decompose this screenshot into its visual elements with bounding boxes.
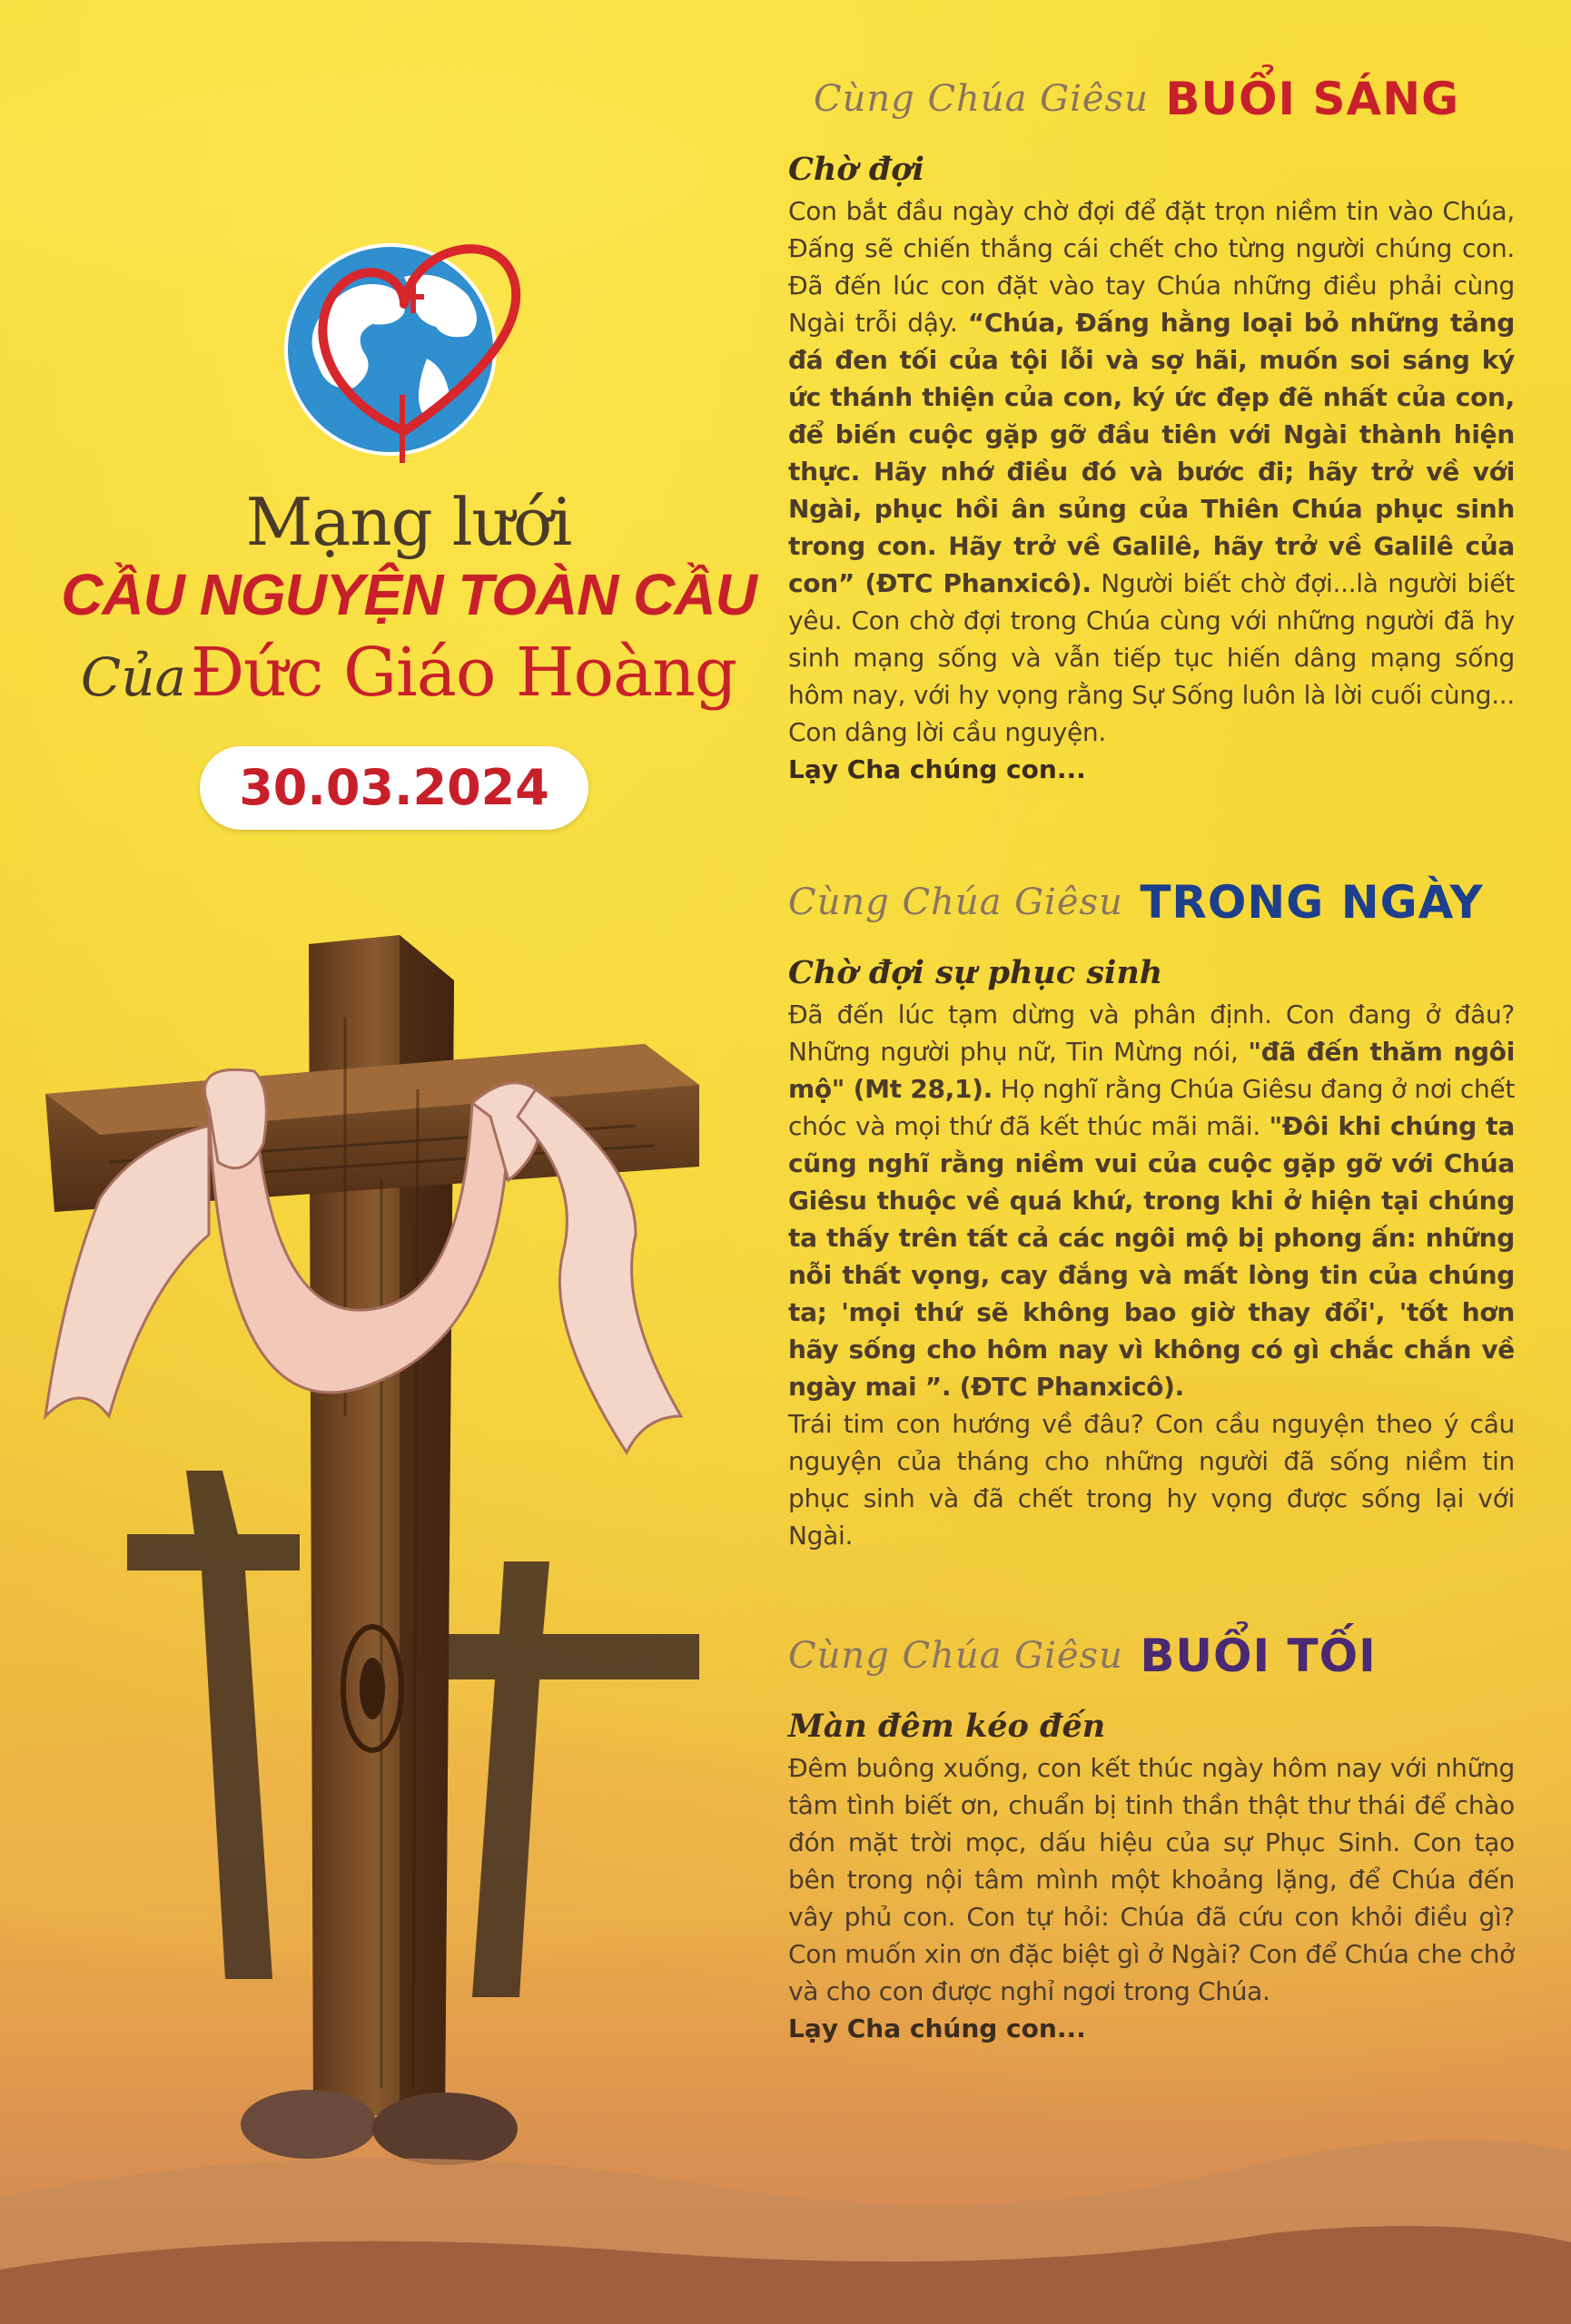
wooden-cross-with-shroud-icon [0,908,781,2197]
section-evening-script: Cùng Chúa Giêsu [788,1635,1123,1677]
section-day [788,876,1515,1554]
title-line-2: CẦU NGUYỆN TOÀN CẦU [61,562,756,627]
morning-quote: “Chúa, Đấng hằng loại bỏ những tảng đá đen tối của tội lỗi và sợ hãi, muốn soi sáng ký ức thánh thiện của con, ký ức đẹp đẽ nhất của con, để biến cuộc gặp gỡ đầu tiên với Ngài thành hiện thực. Hãy nhớ điều đó và bước đi; hãy trở về với Ngài, phục hồi ân sủng của Thiên Chúa phục sinh trong con. Hãy trở về Galilê, hãy trở về Galilê của con” (ĐTC Phanxicô). [788,308,1515,598]
section-morning [788,73,1515,788]
section-morning-header [788,73,1515,125]
section-day-subtitle: Chờ đợi sự phục sinh [788,954,1163,991]
section-day-text [788,996,1515,1405]
network-title [27,486,790,734]
day-paragraph-3: Trái tim con hướng về đâu? Con cầu nguyện theo ý cầu nguyện của tháng cho những người đã sống niềm tin phục sinh và đã chết trong hy vọng được sống lại với Ngài. [788,1409,1515,1551]
landscape-hills [0,2088,1571,2324]
section-day-header [788,876,1515,929]
section-day-heading: TRONG NGÀY [1140,876,1484,929]
day-quote-2: "Đôi khi chúng ta cũng nghĩ rằng niềm vui của cuộc gặp gỡ với Chúa Giêsu thuộc về quá khứ, trong khi ở hiện tại chúng ta thấy trên tất cả các ngôi mộ bị phong ấn: những nỗi thất vọng, cay đắng và mất lòng tin của chúng ta; 'mọi thứ sẽ không bao giờ thay đổi', 'tốt hơn hãy sống cho hôm nay vì không có gì chắc chắn về ngày mai ”. (ĐTC Phanxicô). [788,1111,1515,1402]
section-morning-heading: BUỔI SÁNG [1165,73,1460,125]
title-line-3-prefix: Của [80,646,187,708]
day-paragraph-1: Đã đến lúc tạm dừng và phân định. Con đang ở đâu? Những người phụ nữ, Tin Mừng nói, [788,1000,1515,1067]
section-evening-subtitle: Màn đêm kéo đến [788,1708,1106,1745]
evening-paragraph-1: Đêm buông xuống, con kết thúc ngày hôm nay với những tâm tình biết ơn, chuẩn bị tinh thần thật thư thái để chào đón mặt trời mọc, dấu hiệu của sự Phục Sinh. Con tạo bên trong nội tâm mình một khoảng lặng, để Chúa đến vây phủ con. Con tự hỏi: Chúa đã cứu con khỏi điều gì? Con muốn xin ơn đặc biệt gì ở Ngài? Con để Chúa che chở và cho con được nghỉ ngơi trong Chúa. [788,1753,1515,2006]
section-evening-heading: BUỔI TỐI [1140,1630,1377,1682]
section-day-script: Cùng Chúa Giêsu [788,881,1123,923]
title-line-1: Mạng lưới [245,484,572,560]
section-evening-header [788,1630,1515,1682]
evening-closing-prayer: Lạy Cha chúng con... [788,2014,1086,2043]
title-line-3 [27,631,790,734]
section-evening [788,1630,1515,2047]
morning-paragraph-1: Con bắt đầu ngày chờ đợi để đặt trọn niềm tin vào Chúa, Đấng sẽ chiến thắng cái chết cho từng người chúng con. Đã đến lúc con đặt vào tay Chúa những điều phải cùng Ngài trỗi dậy. [788,196,1515,338]
section-morning-script: Cùng Chúa Giêsu [814,78,1149,120]
morning-closing-prayer: Lạy Cha chúng con... [788,754,1086,784]
morning-paragraph-2: Người biết chờ đợi...là người biết yêu. Con chờ đợi trong Chúa cùng với những người đã hy sinh mạng sống và vẫn tiếp tục hiến dâng mạng sống hôm nay, với hy vọng rằng Sự Sống luôn là lời cuối cùng... Con dâng lời cầu nguyện. [788,568,1515,747]
section-morning-text [788,192,1515,751]
day-paragraph-2: Họ nghĩ rằng Chúa Giêsu đang ở nơi chết chóc và mọi thứ đã kết thúc mãi mãi. [788,1074,1516,1141]
date-badge: 30.03.2024 [200,746,588,830]
globe-heart-cross-icon [268,213,540,463]
section-morning-subtitle: Chờ đợi [788,151,924,188]
day-quote-1: "đã đến thăm ngôi mộ" (Mt 28,1). [788,1037,1515,1104]
title-line-3-main: Đức Giáo Hoàng [190,634,737,712]
